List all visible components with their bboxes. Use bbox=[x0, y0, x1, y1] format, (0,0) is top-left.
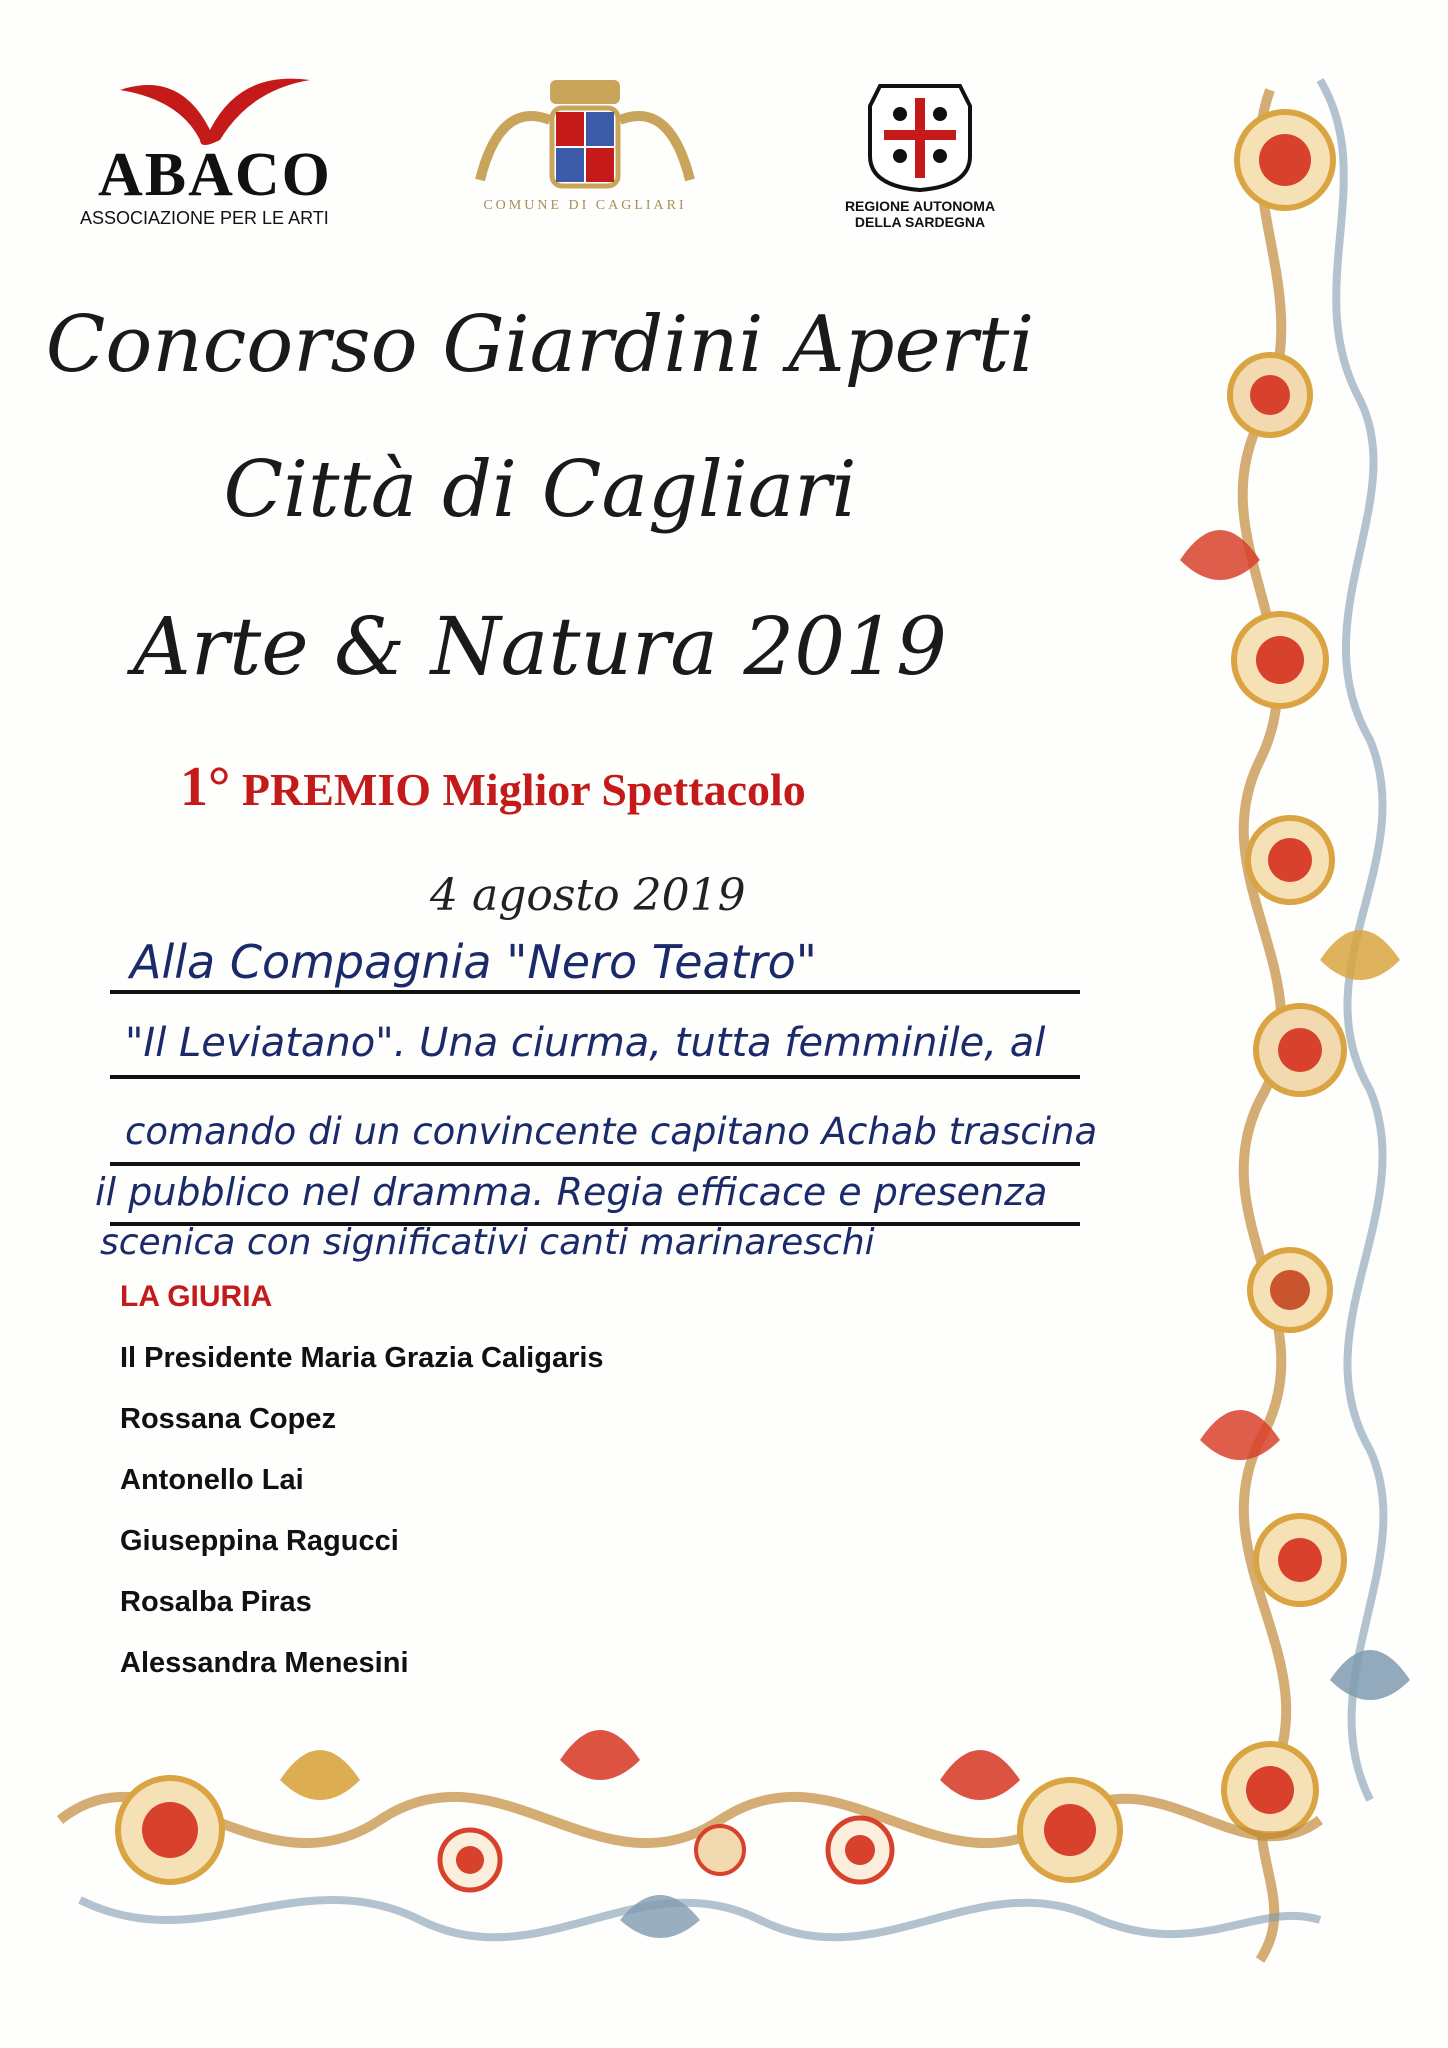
regione-sardegna-logo bbox=[810, 80, 1030, 240]
handwritten-line2: "Il Leviatano". Una ciurma, tutta femminile, al bbox=[125, 1020, 1046, 1066]
comune-cagliari-logo bbox=[460, 70, 710, 230]
handwritten-line4: il pubblico nel dramma. Regia efficace e presenza bbox=[95, 1170, 1048, 1214]
abaco-word: ABACO bbox=[98, 141, 332, 209]
handwritten-line1: Alla Compagnia "Nero Teatro" bbox=[130, 935, 817, 989]
handwritten-line5: scenica con significativi canti marinareschi bbox=[100, 1222, 875, 1263]
award-label: PREMIO Miglior Spettacolo bbox=[241, 764, 806, 815]
bottom-border-ornament bbox=[60, 1730, 1320, 1938]
regione-caption bbox=[810, 198, 1030, 230]
underline-3 bbox=[110, 1162, 1080, 1166]
handwritten-line3: comando di un convincente capitano Achab trascina bbox=[125, 1110, 1098, 1153]
sardegna-shield-icon bbox=[810, 80, 1030, 192]
regione-line1: REGIONE AUTONOMA bbox=[844, 198, 996, 214]
jury-member: Alessandra Menesini bbox=[120, 1647, 409, 1679]
title-line2: Città di Cagliari bbox=[223, 445, 857, 535]
jury-member: Rossana Copez bbox=[120, 1403, 336, 1435]
title-line1: Concorso Giardini Aperti bbox=[45, 300, 1035, 390]
right-border-ornament bbox=[1180, 80, 1410, 1960]
jury-member: Antonello Lai bbox=[120, 1464, 304, 1496]
award-place: 1° bbox=[180, 756, 231, 818]
abaco-subtitle: ASSOCIAZIONE PER LE ARTI bbox=[80, 208, 329, 228]
jury-member: Il Presidente Maria Grazia Caligaris bbox=[120, 1342, 604, 1374]
underline-2 bbox=[110, 1075, 1080, 1079]
comune-crest-icon bbox=[460, 70, 710, 195]
title-line3: Arte & Natura 2019 bbox=[133, 600, 947, 693]
award-date: 4 agosto 2019 bbox=[430, 870, 746, 921]
comune-caption: COMUNE DI CAGLIARI bbox=[483, 198, 687, 213]
award-heading bbox=[180, 755, 806, 819]
underline-1 bbox=[110, 990, 1080, 994]
abaco-logo bbox=[80, 60, 340, 240]
jury-member: Giuseppina Ragucci bbox=[120, 1525, 399, 1557]
regione-line2: DELLA SARDEGNA bbox=[854, 214, 986, 230]
jury-title: LA GIURIA bbox=[120, 1280, 273, 1313]
jury-member: Rosalba Piras bbox=[120, 1586, 312, 1618]
abaco-wings-icon bbox=[80, 60, 340, 150]
